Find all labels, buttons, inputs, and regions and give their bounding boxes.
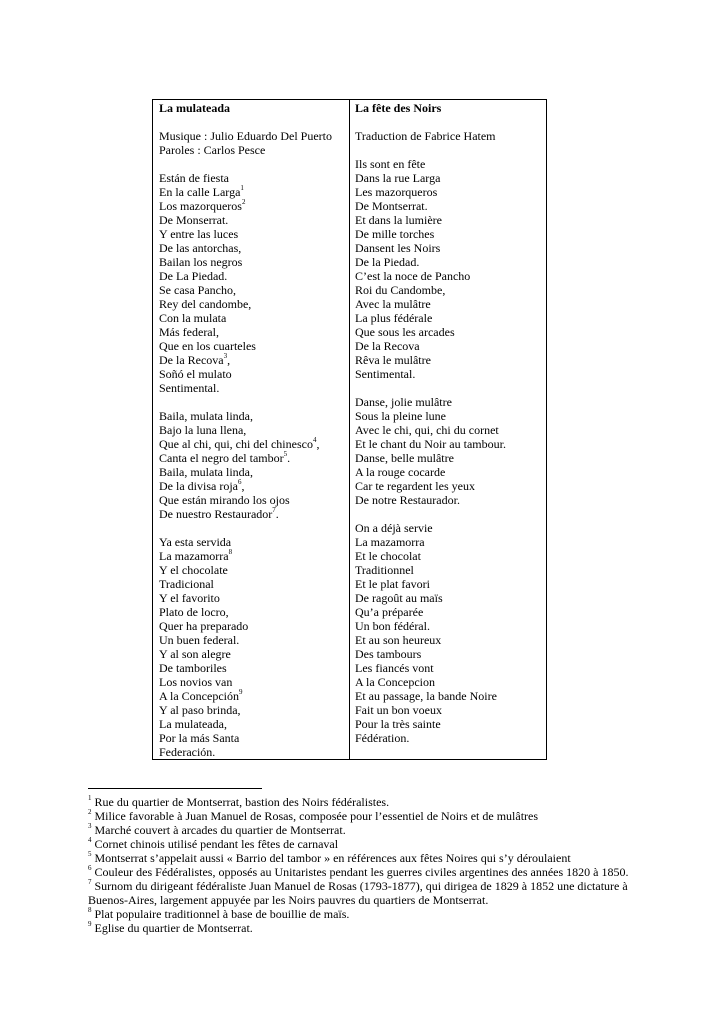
- verse-line: [355, 633, 545, 647]
- verse-line: [355, 423, 545, 437]
- verse-text: De nuestro Restaurador: [159, 507, 273, 521]
- spacer: [159, 157, 347, 171]
- verse-line: [159, 745, 347, 759]
- footnote-ref: 5: [283, 450, 288, 458]
- verse-text: Un buen federal.: [159, 633, 240, 647]
- verse-text: A la Concepción: [159, 689, 239, 703]
- verse-line: [355, 353, 545, 367]
- column-divider: [349, 100, 350, 759]
- credit-line: Traduction de Fabrice Hatem: [355, 129, 496, 143]
- verse-line: [355, 577, 545, 591]
- verse-text: Que al chi, qui, chi del chinesco: [159, 437, 313, 451]
- verse-text: Rêva le mulâtre: [355, 353, 431, 367]
- verse-text: Et le chocolat: [355, 549, 421, 563]
- verse-line: [355, 395, 545, 409]
- footnote-separator: [88, 788, 262, 789]
- verse-text: De la Recova: [159, 353, 224, 367]
- verse-line: [159, 647, 347, 661]
- verse-text: De la Recova: [355, 339, 420, 353]
- verse-line: [159, 549, 347, 563]
- verse-line: [355, 339, 545, 353]
- verse-line: [159, 381, 347, 395]
- verse-line: [355, 451, 545, 465]
- verse-text: Y al son alegre: [159, 647, 231, 661]
- lyrics-table: [152, 99, 547, 760]
- verse-line: [355, 269, 545, 283]
- verse-line: [159, 619, 347, 633]
- verse-line: [159, 633, 347, 647]
- verse-text: Et le chant du Noir au tambour.: [355, 437, 506, 451]
- verse-text: Sentimental.: [159, 381, 220, 395]
- verse-text: Les mazorqueros: [355, 185, 438, 199]
- verse-line: [355, 297, 545, 311]
- verse-text: A la Concepcion: [355, 675, 435, 689]
- verse-line: [159, 297, 347, 311]
- verse-line: [355, 465, 545, 479]
- column-title: La mulateada: [159, 101, 231, 115]
- verse-line: [355, 521, 545, 535]
- verse-line: [159, 535, 347, 549]
- french-column: [355, 101, 545, 745]
- footnote-ref: 9: [238, 688, 243, 696]
- footnote: [88, 823, 648, 837]
- verse-text: La plus fédérale: [355, 311, 433, 325]
- spacer: [159, 521, 347, 535]
- verse-text: Dans la rue Larga: [355, 171, 441, 185]
- verse-text: Y el chocolate: [159, 563, 228, 577]
- footnote-text: Eglise du quartier de Montserrat.: [94, 921, 253, 935]
- verse-line: [159, 717, 347, 731]
- verse-line: [159, 591, 347, 605]
- verse-line: [159, 283, 347, 297]
- verse-text: Traditionnel: [355, 563, 414, 577]
- footnote: [88, 879, 648, 907]
- verse-text: Se casa Pancho,: [159, 283, 236, 297]
- verse-line: [159, 689, 347, 703]
- verse-line: [355, 157, 545, 171]
- verse-text: Más federal,: [159, 325, 219, 339]
- verse-line: [159, 241, 347, 255]
- footnote-ref: 8: [228, 548, 233, 556]
- verse-text: Que sous les arcades: [355, 325, 455, 339]
- footnote-number: 8: [88, 906, 92, 914]
- verse-line: [355, 703, 545, 717]
- verse-text: Bajo la luna llena,: [159, 423, 247, 437]
- spacer: [159, 395, 347, 409]
- verse-text: Et le plat favori: [355, 577, 430, 591]
- verse-text: Pour la très sainte: [355, 717, 441, 731]
- verse-line: [355, 731, 545, 745]
- verse-line: [159, 199, 347, 213]
- verse-line: [355, 661, 545, 675]
- footnote-ref: 3: [223, 352, 228, 360]
- footnote-number: 2: [88, 808, 92, 816]
- credit-line: Musique : Julio Eduardo Del Puerto: [159, 129, 332, 143]
- spacer: [355, 507, 545, 521]
- verse-text: Baila, mulata linda,: [159, 409, 253, 423]
- verse-text: On a déjà servie: [355, 521, 433, 535]
- verse-line: [355, 493, 545, 507]
- verse-text: C’est la noce de Pancho: [355, 269, 471, 283]
- verse-text: Tradicional: [159, 577, 214, 591]
- verse-line: [159, 577, 347, 591]
- verse-text: Un bon fédéral.: [355, 619, 430, 633]
- verse-line: [355, 619, 545, 633]
- verse-text: De notre Restaurador.: [355, 493, 460, 507]
- verse-line: [355, 227, 545, 241]
- verse-line: [159, 185, 347, 199]
- footnote-number: 5: [88, 850, 92, 858]
- verse-line: [355, 591, 545, 605]
- footnote: [88, 865, 648, 879]
- column-title: La fête des Noirs: [355, 101, 442, 115]
- verse-text: De la divisa roja: [159, 479, 238, 493]
- verse-text: Et dans la lumière: [355, 213, 442, 227]
- verse-line: [355, 675, 545, 689]
- verse-text: Et au son heureux: [355, 633, 442, 647]
- footnote-text: Montserrat s’appelait aussi « Barrio del tambor » en références aux fêtes Noires qui s’y déroulaient: [94, 851, 571, 865]
- verse-text: De ragoût au maïs: [355, 591, 443, 605]
- verse-line: [355, 325, 545, 339]
- footnote: [88, 851, 648, 865]
- footnote-text: Milice favorable à Juan Manuel de Rosas, composée pour l’essentiel de Noirs et de mulâtres: [94, 809, 539, 823]
- verse-line: [355, 689, 545, 703]
- verse-line: [355, 535, 545, 549]
- verse-text: De mille torches: [355, 227, 435, 241]
- verse-punct: ,: [227, 353, 231, 367]
- verse-text: Soñó el mulato: [159, 367, 232, 381]
- verse-line: [355, 171, 545, 185]
- verse-line: [159, 479, 347, 493]
- verse-text: Rey del candombe,: [159, 297, 252, 311]
- verse-line: [355, 199, 545, 213]
- verse-text: Baila, mulata linda,: [159, 465, 253, 479]
- footnote-number: 6: [88, 864, 92, 872]
- verse-text: Están de fiesta: [159, 171, 229, 185]
- footnote-number: 9: [88, 920, 92, 928]
- verse-line: [355, 717, 545, 731]
- footnote: [88, 907, 648, 921]
- spacer: [159, 115, 347, 129]
- verse-text: Los mazorqueros: [159, 199, 242, 213]
- footnote-number: 7: [88, 878, 92, 886]
- verse-text: Et au passage, la bande Noire: [355, 689, 497, 703]
- footnote-number: 1: [88, 794, 92, 802]
- verse-text: Quer ha preparado: [159, 619, 249, 633]
- verse-line: [355, 549, 545, 563]
- verse-text: Por la más Santa: [159, 731, 240, 745]
- verse-text: Canta el negro del tambor: [159, 451, 284, 465]
- verse-line: [355, 185, 545, 199]
- verse-punct: .: [275, 507, 279, 521]
- verse-text: Dansent les Noirs: [355, 241, 441, 255]
- footnote-text: Surnom du dirigeant fédéraliste Juan Manuel de Rosas (1793-1877), qui dirigea de 1829 à 1852 une dictature à Buenos-Aires, largement appuyée par les Noirs pauvres du quartiers de Montserrat.: [88, 879, 628, 907]
- verse-line: [159, 367, 347, 381]
- verse-text: De la Piedad.: [355, 255, 420, 269]
- verse-line: [159, 563, 347, 577]
- verse-line: [159, 423, 347, 437]
- verse-text: Bailan los negros: [159, 255, 243, 269]
- verse-line: [159, 255, 347, 269]
- verse-line: [159, 353, 347, 367]
- footnote-text: Plat populaire traditionnel à base de bouillie de maïs.: [94, 907, 350, 921]
- verse-line: [159, 227, 347, 241]
- verse-text: De Monserrat.: [159, 213, 229, 227]
- verse-line: [159, 465, 347, 479]
- verse-line: [159, 311, 347, 325]
- verse-text: Roi du Candombe,: [355, 283, 446, 297]
- verse-text: En la calle Larga: [159, 185, 241, 199]
- verse-text: La mazamorra: [355, 535, 425, 549]
- footnotes: [88, 795, 648, 935]
- verse-line: [159, 731, 347, 745]
- spacer: [355, 381, 545, 395]
- verse-text: Y entre las luces: [159, 227, 239, 241]
- verse-text: La mulateada,: [159, 717, 227, 731]
- verse-text: Danse, belle mulâtre: [355, 451, 454, 465]
- verse-text: De La Piedad.: [159, 269, 228, 283]
- verse-text: De Montserrat.: [355, 199, 428, 213]
- footnote: [88, 837, 648, 851]
- verse-line: [159, 605, 347, 619]
- verse-line: [355, 605, 545, 619]
- footnote: [88, 795, 648, 809]
- verse-line: [355, 283, 545, 297]
- verse-line: [159, 325, 347, 339]
- footnote-number: 4: [88, 836, 92, 844]
- verse-line: [159, 507, 347, 521]
- verse-text: De tamboriles: [159, 661, 227, 675]
- footnote-ref: 6: [237, 478, 242, 486]
- verse-text: Danse, jolie mulâtre: [355, 395, 452, 409]
- verse-text: Sous la pleine lune: [355, 409, 446, 423]
- footnote-text: Cornet chinois utilisé pendant les fêtes de carnaval: [94, 837, 339, 851]
- verse-line: [159, 339, 347, 353]
- verse-text: Con la mulata: [159, 311, 227, 325]
- verse-punct: .: [287, 451, 291, 465]
- verse-line: [159, 171, 347, 185]
- verse-text: Que están mirando los ojos: [159, 493, 290, 507]
- footnote-ref: 2: [241, 198, 246, 206]
- verse-punct: ,: [316, 437, 320, 451]
- verse-text: Avec la mulâtre: [355, 297, 431, 311]
- verse-text: Les fiancés vont: [355, 661, 434, 675]
- verse-text: Car te regardent les yeux: [355, 479, 475, 493]
- verse-text: Ya esta servida: [159, 535, 232, 549]
- verse-line: [355, 255, 545, 269]
- verse-line: [355, 311, 545, 325]
- footnote-text: Couleur des Fédéralistes, opposés au Unitaristes pendant les guerres civiles argentines des années 1820 à 1850.: [94, 865, 629, 879]
- verse-line: [355, 241, 545, 255]
- verse-text: Los novios van: [159, 675, 233, 689]
- verse-text: Des tambours: [355, 647, 422, 661]
- verse-text: Y al paso brinda,: [159, 703, 241, 717]
- verse-line: [159, 661, 347, 675]
- footnote-ref: 7: [272, 506, 276, 514]
- verse-text: Avec le chi, qui, chi du cornet: [355, 423, 499, 437]
- verse-text: Sentimental.: [355, 367, 416, 381]
- verse-line: [355, 563, 545, 577]
- verse-line: [159, 437, 347, 451]
- verse-line: [355, 437, 545, 451]
- verse-line: [355, 367, 545, 381]
- verse-text: Plato de locro,: [159, 605, 229, 619]
- verse-text: Qu’a préparée: [355, 605, 424, 619]
- footnote-text: Marché couvert à arcades du quartier de Montserrat.: [94, 823, 346, 837]
- footnote-ref: 1: [240, 184, 244, 192]
- verse-line: [159, 409, 347, 423]
- spanish-column: [159, 101, 347, 759]
- footnote: [88, 921, 648, 935]
- spacer: [355, 115, 545, 129]
- verse-line: [355, 409, 545, 423]
- verse-text: Ils sont en fête: [355, 157, 426, 171]
- verse-line: [355, 479, 545, 493]
- verse-line: [159, 703, 347, 717]
- verse-line: [159, 213, 347, 227]
- verse-text: Que en los cuarteles: [159, 339, 256, 353]
- verse-text: Federación.: [159, 745, 216, 759]
- verse-line: [159, 269, 347, 283]
- verse-text: A la rouge cocarde: [355, 465, 446, 479]
- footnote: [88, 809, 648, 823]
- verse-text: Y el favorito: [159, 591, 220, 605]
- spacer: [355, 143, 545, 157]
- verse-line: [159, 451, 347, 465]
- credit-line: Paroles : Carlos Pesce: [159, 143, 266, 157]
- verse-text: La mazamorra: [159, 549, 229, 563]
- footnote-text: Rue du quartier de Montserrat, bastion des Noirs fédéralistes.: [94, 795, 390, 809]
- verse-text: Fait un bon voeux: [355, 703, 442, 717]
- verse-line: [355, 647, 545, 661]
- verse-line: [159, 493, 347, 507]
- verse-text: Fédération.: [355, 731, 410, 745]
- verse-line: [355, 213, 545, 227]
- footnote-number: 3: [88, 822, 92, 830]
- verse-line: [159, 675, 347, 689]
- verse-text: De las antorchas,: [159, 241, 242, 255]
- verse-punct: ,: [241, 479, 245, 493]
- footnote-ref: 4: [312, 436, 317, 444]
